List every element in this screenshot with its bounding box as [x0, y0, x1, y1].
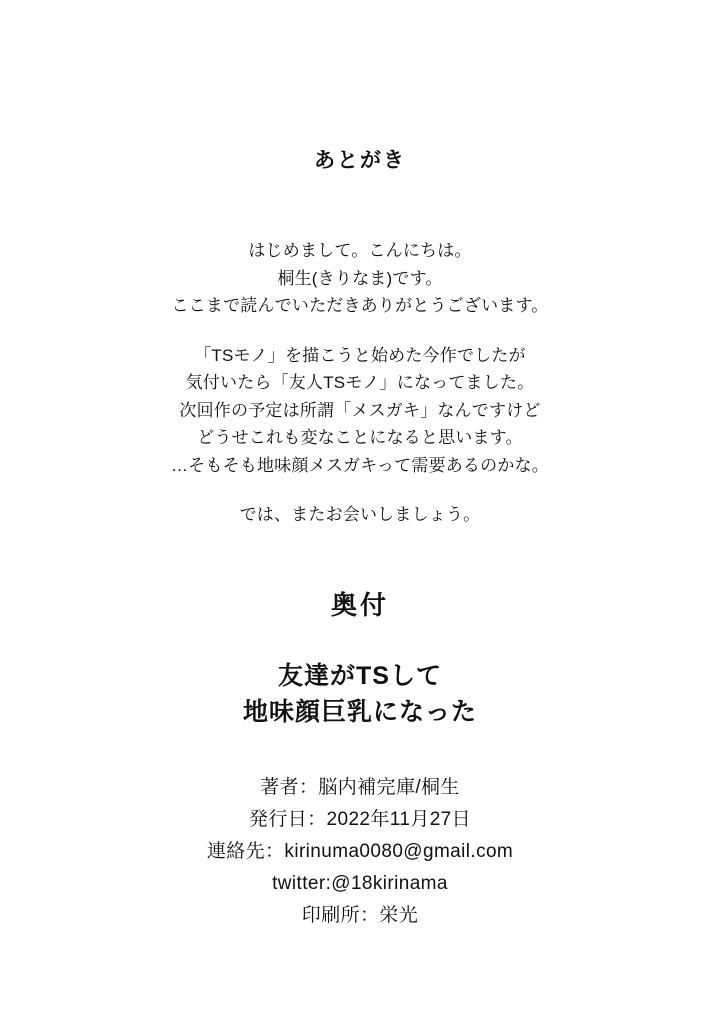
work-title [243, 658, 477, 731]
afterword-line: 気付いたら「友人TSモノ」になってました。 [185, 373, 535, 393]
afterword-body [171, 237, 549, 529]
afterword-line: ここまで読んでいただきありがとうございます。 [171, 296, 549, 316]
credit-author: 著者：脳内補完庫/桐生 [260, 777, 460, 799]
afterword-line: どうせこれも変なことになると思います。 [197, 428, 523, 448]
colophon-heading: 奥付 [330, 589, 389, 620]
afterword-line: 桐生(きりなま)です。 [277, 268, 443, 288]
afterword-line: 「TSモノ」を描こうと始めた今作でしたが [194, 345, 526, 365]
afterword-line: はじめまして。こんにちは。 [248, 241, 472, 261]
afterword-heading: あとがき [314, 149, 406, 172]
credit-printer: 印刷所：栄光 [301, 905, 419, 927]
afterword-line: 次回作の予定は所謂「メスガキ」なんですけど [179, 400, 541, 420]
afterword-paragraph [171, 237, 549, 320]
afterword-paragraph [171, 342, 549, 480]
afterword-line: …そもそも地味顔メスガキって需要あるのかな。 [171, 455, 549, 475]
credit-twitter: twitter:@18kirinama [272, 873, 448, 895]
work-title-line: 地味顔巨乳になった [242, 698, 477, 727]
work-title-line: 友達がTSして [278, 661, 442, 690]
credit-email: 連絡先：kirinuma0080@gmail.com [206, 841, 514, 863]
afterword-line: では、またお会いしましょう。 [239, 505, 481, 525]
colophon-credits [207, 772, 513, 932]
credit-publish-date: 発行日：2022年11月27日 [248, 809, 472, 831]
afterword-paragraph [171, 501, 549, 529]
